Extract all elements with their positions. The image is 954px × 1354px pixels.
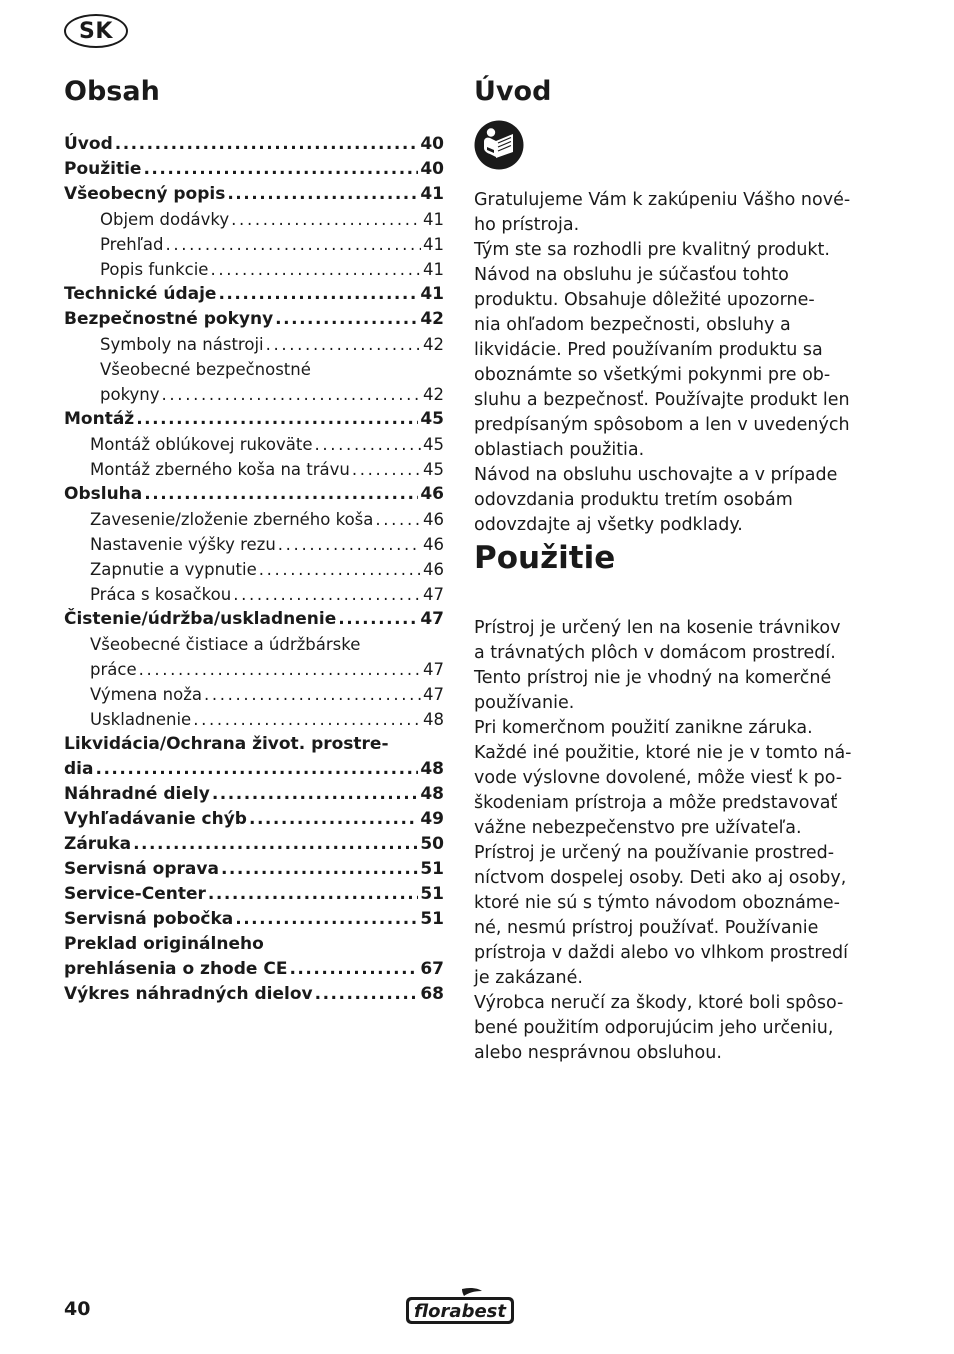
- main-content: [474, 74, 874, 1066]
- toc-entry-title: Symboly na nástroji: [100, 335, 264, 354]
- toc-entry: [64, 782, 444, 807]
- toc-entry-title: Montáž oblúkovej rukoväte: [90, 435, 313, 454]
- toc-entry: [64, 307, 444, 332]
- toc-entry-page: 41: [423, 235, 444, 254]
- text-line: odovzdania produktu tretím osobám: [474, 490, 793, 510]
- text-line: Návod na obsluhu uschovajte a v prípade: [474, 465, 838, 485]
- toc-entry-line: Všeobecné čistiace a údržbárske: [90, 635, 361, 654]
- toc-leader-dots: [143, 157, 418, 182]
- toc-entry-page: 48: [423, 710, 444, 729]
- usage-heading: Použitie: [474, 540, 616, 576]
- toc-entry: [64, 482, 444, 507]
- toc-leader-dots: [227, 182, 418, 207]
- toc-entry-line: Likvidácia/Ochrana život. prostre-: [64, 734, 389, 754]
- toc-entry: [64, 232, 444, 257]
- language-badge: SK: [64, 14, 128, 48]
- toc-leader-dots: [162, 382, 421, 407]
- toc-title: Obsah: [64, 76, 160, 107]
- brand-text: florabest: [414, 1301, 506, 1322]
- text-line: Výrobca neručí za škody, ktoré boli spôso-: [474, 993, 844, 1013]
- toc-entry-title: Vyhľadávanie chýb: [64, 809, 247, 829]
- toc-list: [64, 132, 444, 1007]
- text-line: vážne nebezpečenstvo pre užívateľa.: [474, 818, 802, 838]
- toc-entry: [64, 207, 444, 232]
- toc-entry-title: Nastavenie výšky rezu: [90, 535, 276, 554]
- toc-entry-title: Uskladnenie: [90, 710, 192, 729]
- toc-leader-dots: [352, 457, 421, 482]
- toc-entry-title: Zavesenie/zloženie zberného koša: [90, 510, 374, 529]
- toc-leader-dots: [193, 707, 421, 732]
- text-line: Prístroj je určený len na kosenie trávnikov: [474, 618, 841, 638]
- intro-text: [474, 188, 874, 538]
- toc-entry-title: Servisná pobočka: [64, 909, 234, 929]
- text-line: prístroja v daždi alebo vo vlhkom prostredí: [474, 943, 848, 963]
- text-line: predpísaným spôsobom a len v uvedených: [474, 415, 850, 435]
- toc-entry: [64, 432, 444, 457]
- toc-leader-dots: [249, 807, 418, 832]
- page-number: 40: [64, 1298, 91, 1320]
- toc-leader-dots: [115, 132, 419, 157]
- toc-entry-page: 42: [420, 309, 444, 329]
- toc-entry: [64, 807, 444, 832]
- toc-leader-dots: [208, 882, 418, 907]
- toc-leader-dots: [212, 782, 419, 807]
- text-line: Tento prístroj nie je vhodný na komerčné: [474, 668, 832, 688]
- toc-entry-page: 41: [420, 284, 444, 304]
- toc-entry-title: dia: [64, 759, 94, 779]
- toc-leader-dots: [204, 682, 421, 707]
- text-line: Prístroj je určený na používanie prostred-: [474, 843, 835, 863]
- text-line: oblastiach použitia.: [474, 440, 645, 460]
- toc-leader-dots: [139, 657, 421, 682]
- toc-leader-dots: [136, 407, 418, 432]
- intro-heading: Úvod: [474, 76, 552, 107]
- toc-entry-page: 41: [423, 260, 444, 279]
- toc-leader-dots: [165, 232, 421, 257]
- toc-entry-page: 49: [420, 809, 444, 829]
- toc-entry-page: 42: [423, 385, 444, 404]
- text-line: a trávnatých plôch v domácom prostredí.: [474, 643, 836, 663]
- toc-entry-page: 45: [423, 435, 444, 454]
- toc-leader-dots: [266, 332, 421, 357]
- toc-entry: [64, 657, 444, 682]
- toc-entry-title: Zapnutie a vypnutie: [90, 560, 257, 579]
- toc-entry-page: 42: [423, 335, 444, 354]
- toc-entry-page: 46: [423, 510, 444, 529]
- text-line: odovzdajte aj všetky podklady.: [474, 515, 743, 535]
- toc-entry-title: Montáž: [64, 409, 135, 429]
- toc-leader-dots: [231, 207, 421, 232]
- toc-leader-dots: [315, 432, 422, 457]
- toc-entry-page: 46: [423, 535, 444, 554]
- toc-entry-page: 67: [420, 959, 444, 979]
- toc-entry-title: Technické údaje: [64, 284, 217, 304]
- toc-leader-dots: [235, 907, 418, 932]
- toc-entry-line: Preklad originálneho: [64, 934, 264, 954]
- toc-entry: [64, 907, 444, 932]
- toc-entry-page: 68: [420, 984, 444, 1004]
- toc-entry-title: práce: [90, 660, 137, 679]
- toc-entry: [64, 707, 444, 732]
- florabest-logo: [404, 1287, 516, 1327]
- toc-entry-page: 45: [423, 460, 444, 479]
- text-line: bené použitím odporujúcim jeho určeniu,: [474, 1018, 834, 1038]
- text-line: likvidácie. Pred používaním produktu sa: [474, 340, 823, 360]
- toc-entry: [64, 182, 444, 207]
- text-line: produktu. Obsahuje dôležité upozorne-: [474, 290, 815, 310]
- text-line: ho prístroja.: [474, 215, 580, 235]
- toc-entry-page: 40: [420, 159, 444, 179]
- toc-entry: [64, 882, 444, 907]
- toc-entry: [64, 457, 444, 482]
- toc-entry: [64, 557, 444, 582]
- toc-entry-page: 50: [420, 834, 444, 854]
- toc-entry-page: 45: [420, 409, 444, 429]
- text-line: je zakázané.: [474, 968, 583, 988]
- toc-entry-title: pokyny: [100, 385, 160, 404]
- text-line: sluhu a bezpečnosť. Používajte produkt len: [474, 390, 850, 410]
- toc-entry: [64, 507, 444, 532]
- toc-entry-page: 51: [420, 859, 444, 879]
- toc-entry-title: Čistenie/údržba/uskladnenie: [64, 609, 337, 629]
- toc-entry: [64, 582, 444, 607]
- toc-entry-title: Použitie: [64, 159, 142, 179]
- text-line: ktoré nie sú s týmto návodom oboznáme-: [474, 893, 840, 913]
- toc-entry-title: prehlásenia o zhode CE: [64, 959, 288, 979]
- toc-leader-dots: [338, 607, 418, 632]
- toc-leader-dots: [259, 557, 421, 582]
- toc-entry-page: 40: [420, 134, 444, 154]
- text-line: používanie.: [474, 693, 575, 713]
- toc-entry: [64, 607, 444, 632]
- toc-entry-title: Náhradné diely: [64, 784, 210, 804]
- read-manual-icon: [474, 120, 524, 170]
- toc-leader-dots: [210, 257, 421, 282]
- text-line: Tým ste sa rozhodli pre kvalitný produkt.: [474, 240, 830, 260]
- toc-entry-page: 41: [420, 184, 444, 204]
- toc-entry-title: Service-Center: [64, 884, 206, 904]
- text-line: Pri komerčnom použití zanikne záruka.: [474, 718, 813, 738]
- toc-entry: [64, 532, 444, 557]
- toc-leader-dots: [278, 532, 421, 557]
- toc-entry-title: Prehľad: [100, 235, 164, 254]
- toc-entry: [64, 982, 444, 1007]
- text-line: nia ohľadom bezpečnosti, obsluhy a: [474, 315, 791, 335]
- toc-entry-title: Obsluha: [64, 484, 143, 504]
- toc-entry: [64, 757, 444, 782]
- text-line: né, nesmú prístroj používať. Používanie: [474, 918, 819, 938]
- toc-leader-dots: [375, 507, 421, 532]
- usage-text: [474, 616, 874, 1066]
- toc-leader-dots: [233, 582, 421, 607]
- toc-leader-dots: [315, 982, 419, 1007]
- toc-entry-page: 51: [420, 909, 444, 929]
- toc-entry: [64, 257, 444, 282]
- toc-entry-page: 47: [423, 685, 444, 704]
- toc-entry-title: Objem dodávky: [100, 210, 230, 229]
- toc-entry-page: 51: [420, 884, 444, 904]
- toc-leader-dots: [289, 957, 418, 982]
- toc-entry-page: 48: [420, 759, 444, 779]
- toc-entry: [64, 957, 444, 982]
- text-line: Každé iné použitie, ktoré nie je v tomto ná-: [474, 743, 852, 763]
- toc-leader-dots: [144, 482, 418, 507]
- toc-entry-page: 47: [420, 609, 444, 629]
- text-line: oboznámte so všetkými pokynmi pre ob-: [474, 365, 831, 385]
- toc-entry-title: Výmena noža: [90, 685, 202, 704]
- toc-entry-line: Všeobecné bezpečnostné: [100, 360, 311, 379]
- toc-entry-page: 48: [420, 784, 444, 804]
- toc-entry: [64, 132, 444, 157]
- toc-entry-title: Servisná oprava: [64, 859, 219, 879]
- toc-entry-title: Bezpečnostné pokyny: [64, 309, 274, 329]
- toc-entry-title: Montáž zberného koša na trávu: [90, 460, 350, 479]
- text-line: vode výslovne dovolené, môže viesť k po-: [474, 768, 843, 788]
- toc-leader-dots: [221, 857, 418, 882]
- text-line: níctvom dospelej osoby. Deti ako aj osoby,: [474, 868, 847, 888]
- text-line: alebo nesprávnou obsluhou.: [474, 1043, 722, 1063]
- toc-entry: [64, 157, 444, 182]
- toc-entry: [64, 682, 444, 707]
- toc-entry: [64, 407, 444, 432]
- toc-entry-page: 46: [423, 560, 444, 579]
- toc-entry-title: Úvod: [64, 134, 113, 154]
- toc-entry: [64, 382, 444, 407]
- toc-entry: [64, 282, 444, 307]
- toc-entry: [64, 832, 444, 857]
- toc-entry: [64, 857, 444, 882]
- toc-entry-title: Všeobecný popis: [64, 184, 226, 204]
- toc-entry-page: 41: [423, 210, 444, 229]
- toc-entry-title: Výkres náhradných dielov: [64, 984, 313, 1004]
- toc-entry-page: 47: [423, 585, 444, 604]
- toc-entry-page: 47: [423, 660, 444, 679]
- toc-entry: [64, 332, 444, 357]
- toc-leader-dots: [218, 282, 418, 307]
- text-line: Návod na obsluhu je súčasťou tohto: [474, 265, 789, 285]
- text-line: Gratulujeme Vám k zakúpeniu Vášho nové-: [474, 190, 851, 210]
- toc-leader-dots: [275, 307, 418, 332]
- toc-leader-dots: [133, 832, 418, 857]
- text-line: škodeniam prístroja a môže predstavovať: [474, 793, 838, 813]
- toc-entry-title: Popis funkcie: [100, 260, 209, 279]
- toc-leader-dots: [95, 757, 418, 782]
- toc-entry-title: Záruka: [64, 834, 132, 854]
- table-of-contents: [64, 74, 444, 1007]
- toc-entry-page: 46: [420, 484, 444, 504]
- toc-entry-title: Práca s kosačkou: [90, 585, 232, 604]
